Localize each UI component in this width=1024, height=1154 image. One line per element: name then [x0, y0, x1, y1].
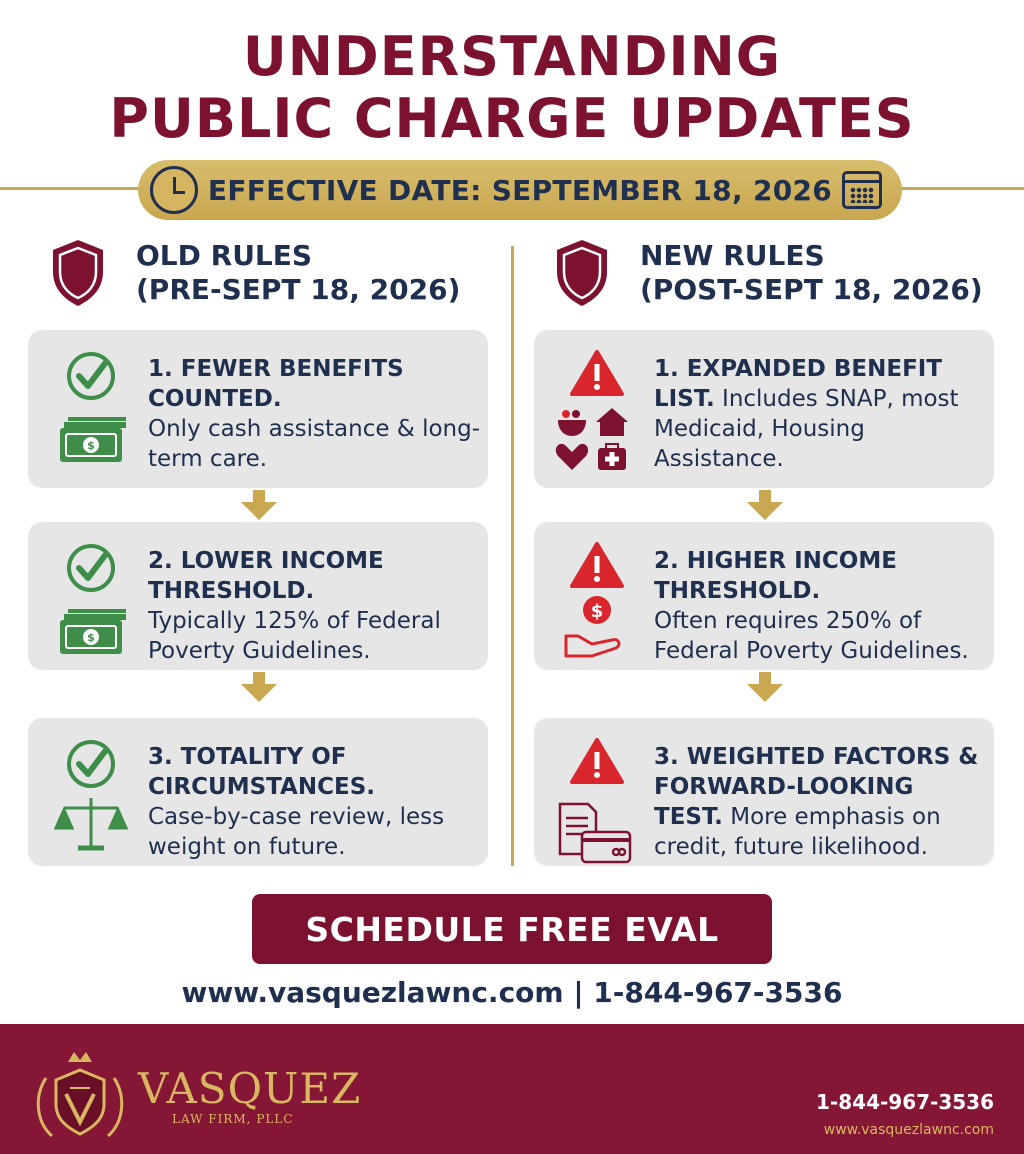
old-rule-1-lead: 1. FEWER BENEFITS COUNTED. — [148, 356, 404, 412]
new-rule-card-1 — [534, 330, 994, 488]
dollar-hand-icon — [566, 596, 619, 656]
old-rules-subtitle: (PRE-SEPT 18, 2026) — [136, 273, 461, 306]
date-rule-right — [890, 187, 1024, 190]
title-line-1: UNDERSTANDING — [242, 25, 782, 88]
old-rule-3-body: Case-by-case review, less weight on future. — [148, 804, 445, 860]
shield-icon — [50, 238, 106, 308]
warning-icon — [572, 352, 622, 394]
footer-website[interactable]: www.vasquezlawnc.com — [823, 1122, 994, 1138]
money-icon — [60, 609, 126, 654]
calendar-icon — [842, 171, 882, 209]
title-line-2: PUBLIC CHARGE UPDATES — [109, 87, 915, 150]
footer — [0, 1024, 1024, 1154]
new-rule-card-3 — [534, 718, 994, 866]
checkmark-icon — [69, 546, 113, 590]
benefits-icon — [556, 408, 628, 470]
svg-text:$: $ — [87, 439, 95, 452]
effective-date-banner — [138, 160, 902, 220]
old-rule-card-1 — [28, 330, 488, 488]
old-rule-3-lead: 3. TOTALITY OF CIRCUMSTANCES. — [148, 744, 376, 800]
new-rule-2-lead: 2. HIGHER INCOME THRESHOLD. — [654, 548, 897, 604]
warning-icon — [572, 740, 622, 782]
money-icon — [60, 417, 126, 462]
svg-text:$: $ — [590, 601, 604, 622]
new-rule-3-body: More emphasis on credit, future likelihood. — [654, 804, 941, 860]
date-rule-left — [0, 187, 150, 190]
old-rule-1-body: Only cash assistance & long-term care. — [148, 416, 481, 472]
old-rule-card-3 — [28, 718, 488, 866]
new-rule-2-body: Often requires 250% of Federal Poverty Guidelines. — [654, 608, 969, 664]
new-rules-title: NEW RULES — [640, 239, 825, 272]
new-rule-1-lead: 1. EXPANDED BENEFIT LIST. — [654, 356, 943, 412]
law-firm-logo — [30, 1048, 130, 1148]
new-rules-subtitle: (POST-SEPT 18, 2026) — [640, 273, 983, 306]
clock-icon — [150, 166, 198, 214]
new-rule-1-body: Includes SNAP, most Medicaid, Housing Assistance. — [654, 386, 959, 472]
page-title — [0, 26, 1024, 150]
new-rule-3-lead: 3. WEIGHTED FACTORS & FORWARD-LOOKING TEST. — [654, 744, 979, 830]
contact-line[interactable]: www.vasquezlawnc.com | 1-844-967-3536 — [181, 976, 843, 1009]
column-divider — [511, 246, 514, 866]
new-rules-header — [554, 238, 983, 308]
scales-icon — [56, 798, 126, 848]
svg-text:$: $ — [87, 631, 95, 644]
checkmark-icon — [69, 742, 113, 786]
brand-name: VASQUEZ — [138, 1064, 362, 1113]
warning-icon — [572, 544, 622, 586]
new-rule-card-2 — [534, 522, 994, 670]
old-rules-title: OLD RULES — [136, 239, 313, 272]
old-rule-card-2 — [28, 522, 488, 670]
credit-card-icon — [560, 804, 630, 862]
old-rules-header — [50, 238, 460, 308]
effective-date-text: EFFECTIVE DATE: SEPTEMBER 18, 2026 — [207, 173, 833, 207]
footer-phone[interactable]: 1-844-967-3536 — [816, 1090, 994, 1114]
old-rule-2-body: Typically 125% of Federal Poverty Guidelines. — [148, 608, 441, 664]
schedule-eval-button[interactable]: SCHEDULE FREE EVAL — [252, 894, 772, 964]
shield-icon — [554, 238, 610, 308]
checkmark-icon — [69, 354, 113, 398]
old-rule-2-lead: 2. LOWER INCOME THRESHOLD. — [148, 548, 384, 604]
brand-subtitle: LAW FIRM, PLLC — [172, 1112, 294, 1126]
